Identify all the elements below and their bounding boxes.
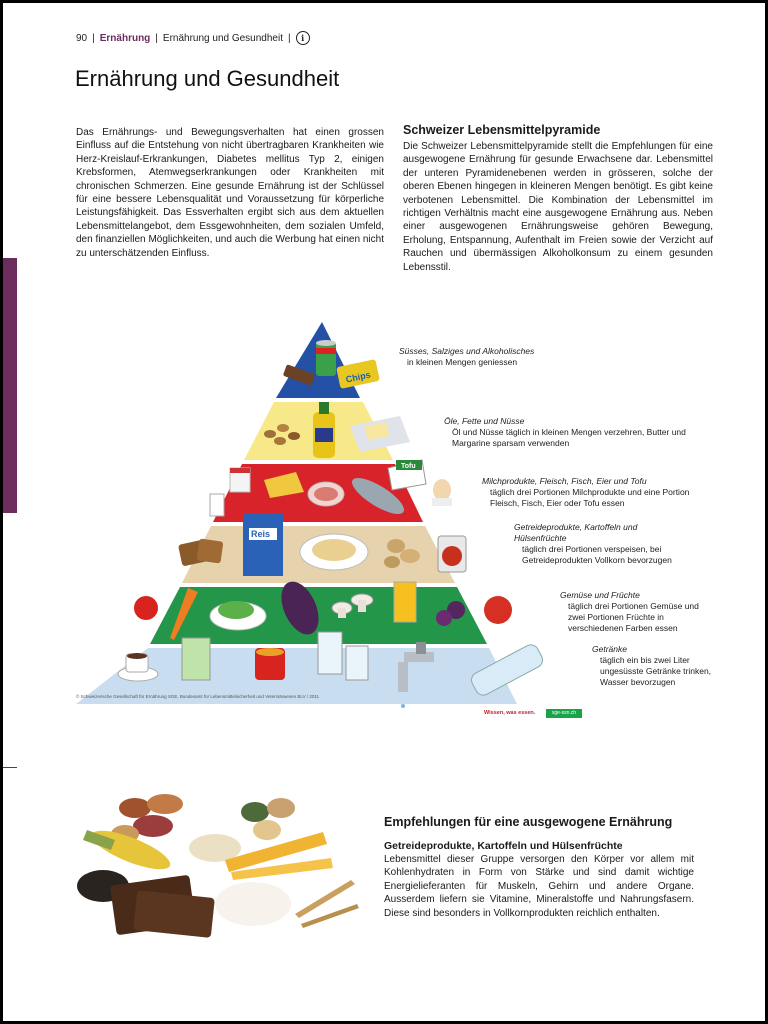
grain-products-photo [75, 788, 365, 948]
bread-icon [178, 538, 223, 566]
intro-paragraph: Das Ernährungs- und Bewegungsverhalten hat einen grossen Einfluss auf die Entstehung von nicht übertragbaren Krankheiten wie Herz-Kreislauf-Erkrankungen, Diabetes mellitus Typ 2, einigen Krebsformen, Atemwegserkrankungen oder Krankheiten mit chronischen Schmerzen. Eine gesunde Ernährung ist der Schlüssel für eine bessere Lebensqualität und Voraussetzung für körperliche Leistungsfähigkeit. Das Essverhalten ergibt sich aus dem aktuellen Lebensmittelangebot, dem Essgewohnheiten, dem sozialen Umfeld, den finanziellen Möglichkeiten, und auch die Werbung hat einen nicht zu unterschätzenden Einfluss. [76, 127, 384, 259]
dark-bread-icon [110, 875, 215, 938]
running-header: 90 | Ernährung | Ernährung und Gesundheit | i [76, 31, 310, 45]
header-subsection: Ernährung und Gesundheit [162, 32, 283, 44]
recommendations-heading: Empfehlungen für eine ausgewogene Ernährung [384, 815, 673, 829]
pasta-plate-icon [300, 534, 368, 570]
info-icon[interactable]: i [296, 31, 310, 45]
tea-glass-icon [182, 638, 210, 680]
rice-box-icon [243, 514, 283, 576]
wheat-ears-icon [295, 880, 359, 928]
pyramid-label-sweets: Süsses, Salziges und Alkoholisches in kleinen Mengen geniessen [399, 346, 535, 367]
apple-icon [484, 596, 512, 624]
can-icon [316, 340, 336, 376]
recommendations-text: Lebensmittel dieser Gruppe versorgen den Körper vor allem mit Kohlenhydraten in Form von Stärke und sind damit wichtige Energielieferanten für Muskeln, Gehirn und andere Organe. Ausserdem liefern sie Vitamine, Mineralstoffe und Nahrungsfasern. Diese sind besonders in Vollkornprodukten reichlich enthalten. [384, 854, 694, 919]
pyramid-intro [403, 123, 713, 274]
yogurt-icon [230, 468, 250, 492]
pyramid-label-protein: Milchprodukte, Fleisch, Fisch, Eier und Tofu täglich drei Portionen Milchprodukte und eine Portion Fleisch, Fisch, Eier oder Tofu essen [482, 476, 690, 508]
tomato-icon [134, 596, 158, 620]
page-title: Ernährung und Gesundheit [75, 66, 340, 91]
pyramid-logo: sge-ssn.ch [546, 709, 582, 718]
chapter-side-bar [3, 258, 17, 513]
pyramid-label-oils: Öle, Fette und Nüsse Öl und Nüsse täglich in kleinen Mengen verzehren, Butter und Margarine sparsam verwenden [444, 416, 686, 448]
chips-label: Chips [344, 369, 372, 385]
pyramid-slogan: Wissen, was essen. [484, 710, 536, 716]
pyramid-credit: © Schweizerische Gesellschaft für Ernährung SGE, Bundesamt für Lebensmittelsicherheit und Veterinärwesen BLV / 2011 [76, 694, 320, 699]
flour-icon [215, 882, 291, 926]
pyramid-label-vegetables: Gemüse und Früchte täglich drei Portionen Gemüse und zwei Portionen Früchte in verschiedenen Farben essen [560, 590, 699, 633]
egg-icon [432, 479, 452, 506]
meat-icon [308, 482, 344, 506]
food-pyramid [70, 318, 560, 708]
red-tea-mug-icon [255, 648, 285, 680]
pyramid-text: Die Schweizer Lebensmittelpyramide stellt die Empfehlungen für eine ausgewogene Ernährung für gesunde Erwachsene dar. Lebensmittel der unteren Pyramidenebenen werden in grösseren, solche der oberen Ebenen hingegen in kleineren Mengen benötigt. Es gibt keine verbotenen Lebensmittel. Die Kombination der Lebensmittel im richtigen Verhältnis macht eine ausgewogene Ernährung aus. Neben einer ausgewogenen Ernährungsweise gehören Bewegung, Erholung, Entspannung, Aufenthalt im Freien sowie der Verzicht auf Rauchen und übermässigen Alkoholkonsum zu einem gesunden Lebensstil. [403, 141, 713, 273]
recommendations-section [384, 815, 694, 920]
pyramid-label-drinks: Getränke täglich ein bis zwei Liter ungesüsste Getränke trinken, Wasser bevorzugen [592, 644, 712, 687]
page-number: 90 [76, 32, 88, 44]
juice-glass-icon [394, 582, 416, 622]
milk-glass-icon [210, 494, 224, 516]
pasta-icon [225, 798, 333, 880]
recommendations-subheading: Getreideprodukte, Kartoffeln und Hülsenfrüchte [384, 840, 623, 852]
side-marker-line [3, 767, 17, 768]
reis-label: Reis [251, 529, 271, 539]
bean-can-icon [438, 536, 466, 572]
pyramid-label-grains: Getreideprodukte, Kartoffeln und Hülsenfrüchte täglich drei Portionen verspeisen, bei Getreideprodukten Vollkorn bevorzugen [514, 522, 672, 565]
header-section: Ernährung [99, 32, 151, 44]
pyramid-heading: Schweizer Lebensmittelpyramide [403, 123, 601, 137]
tofu-label: Tofu [401, 463, 416, 470]
